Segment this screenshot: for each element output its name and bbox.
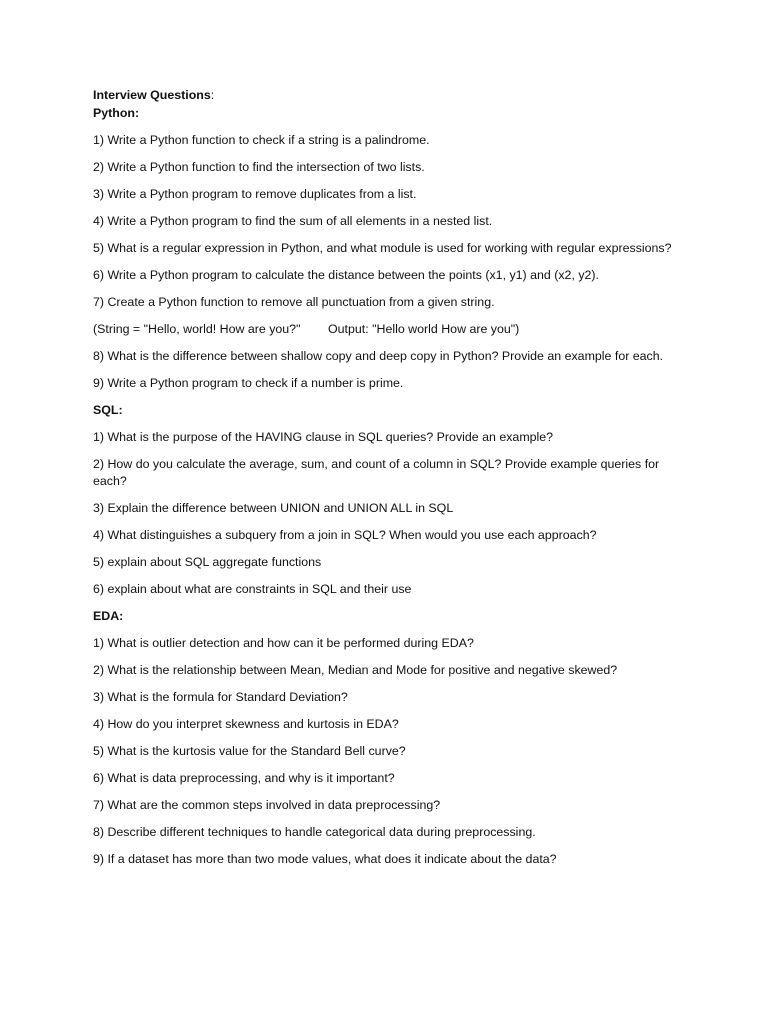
eda-question-1: 1) What is outlier detection and how can it be performed during EDA? [93, 636, 474, 650]
document-body [93, 87, 678, 878]
document-title-colon: : [210, 88, 215, 102]
eda-question-9: 9) If a dataset has more than two mode values, what does it indicate about the data? [93, 852, 557, 866]
python-question-5: 5) What is a regular expression in Python, and what module is used for working with regular expressions? [93, 240, 672, 255]
python-question-6: 6) Write a Python program to calculate the distance between the points (x1, y1) and (x2, y2). [93, 267, 599, 282]
eda-question-2: 2) What is the relationship between Mean, Median and Mode for positive and negative skewed? [93, 663, 618, 677]
sql-question-4: 4) What distinguishes a subquery from a join in SQL? When would you use each approach? [93, 528, 597, 542]
eda-question-6: 6) What is data preprocessing, and why is it important? [93, 771, 395, 785]
section-heading-eda: EDA: [93, 609, 124, 623]
sql-question-3: 3) Explain the difference between UNION and UNION ALL in SQL [93, 501, 454, 515]
python-question-7-example: (String = "Hello, world! How are you?" Output: "Hello world How are you") [93, 321, 520, 336]
python-question-4: 4) Write a Python program to find the sum of all elements in a nested list. [93, 213, 493, 228]
sql-question-5: 5) explain about SQL aggregate functions [93, 555, 322, 569]
eda-question-5: 5) What is the kurtosis value for the Standard Bell curve? [93, 744, 406, 758]
section-heading-python: Python: [93, 105, 140, 120]
eda-question-4: 4) How do you interpret skewness and kurtosis in EDA? [93, 717, 399, 731]
section-heading-sql: SQL: [93, 402, 123, 417]
python-question-9: 9) Write a Python program to check if a number is prime. [93, 375, 404, 390]
eda-question-3: 3) What is the formula for Standard Deviation? [93, 690, 348, 704]
sql-question-6: 6) explain about what are constraints in SQL and their use [93, 582, 412, 596]
sql-question-2: 2) How do you calculate the average, sum, and count of a column in SQL? Provide example queries for each? [93, 456, 660, 488]
python-question-2: 2) Write a Python function to find the intersection of two lists. [93, 159, 425, 174]
document-title [93, 87, 678, 105]
python-question-3: 3) Write a Python program to remove duplicates from a list. [93, 186, 417, 201]
python-question-8: 8) What is the difference between shallow copy and deep copy in Python? Provide an example for each. [93, 348, 664, 363]
python-question-7: 7) Create a Python function to remove all punctuation from a given string. [93, 294, 495, 309]
document-title-text: Interview Questions [93, 88, 211, 102]
eda-question-7: 7) What are the common steps involved in data preprocessing? [93, 798, 441, 812]
eda-question-8: 8) Describe different techniques to handle categorical data during preprocessing. [93, 825, 536, 839]
python-question-1: 1) Write a Python function to check if a string is a palindrome. [93, 132, 430, 147]
sql-question-1: 1) What is the purpose of the HAVING clause in SQL queries? Provide an example? [93, 429, 554, 444]
